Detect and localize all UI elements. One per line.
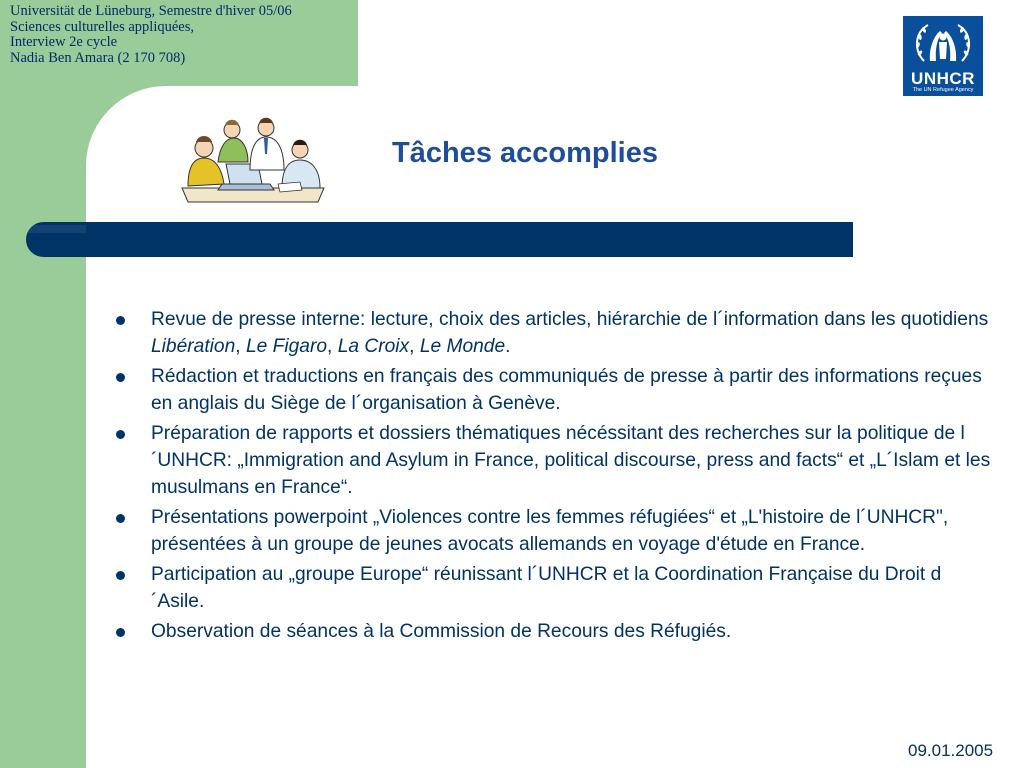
bullet-item: Observation de séances à la Commission de Recours des Réfugiés. [112, 618, 992, 645]
newspaper-la-croix: La Croix [337, 336, 410, 357]
left-green-band [0, 0, 86, 768]
bullet-text: Revue de presse interne: lecture, choix des articles, hiérarchie de l´information dans les quotidiens [151, 309, 989, 330]
newspaper-separator: , [235, 336, 246, 357]
newspaper-liberation: Libération [151, 336, 236, 357]
bullet-item: Rédaction et traductions en français des communiqués de presse à partir des informations reçues en anglais du Siège de l´organisation à Genève. [112, 363, 992, 417]
slide-title: Tâches accomplies [392, 137, 658, 169]
header-info [10, 4, 292, 66]
slide-date: 09.01.2005 [908, 741, 994, 760]
bullet-list [112, 306, 992, 648]
unhcr-emblem-icon [904, 17, 982, 69]
header-program: Sciences culturelles appliquées, [10, 18, 195, 35]
header-interview: Interview 2e cycle [10, 34, 118, 50]
header-author: Nadia Ben Amara (2 170 708) [10, 49, 186, 66]
title-bar-highlight [26, 225, 86, 233]
sentence-end: . [505, 336, 511, 357]
bullet-item: Participation au „groupe Europe“ réunissant l´UNHCR et la Coordination Française du Droit d´Asile. [112, 561, 992, 615]
newspaper-separator: , [327, 336, 338, 357]
unhcr-logo [903, 16, 983, 96]
bullet-item: Présentations powerpoint „Violences contre les femmes réfugiées“ et „L'histoire de l´UNHCR", présentées à un groupe de jeunes avocats allemands en voyage d'étude en France. [112, 504, 992, 558]
team-meeting-clipart [178, 110, 328, 210]
logo-name: UNHCR [911, 69, 975, 88]
bullet-item: Préparation de rapports et dossiers thématiques nécéssitant des recherches sur la politique de l´UNHCR: „Immigration and Asylum in France, political discourse, press and facts“ et „L´Islam et les musulmans en France“. [112, 420, 992, 501]
newspaper-separator: , [409, 336, 420, 357]
header-university: Universität de Lüneburg, Semestre d'hiver 05/06 [10, 3, 292, 19]
bullet-item [112, 306, 992, 360]
title-underline-bar [26, 222, 853, 257]
newspaper-le-monde: Le Monde [419, 336, 506, 357]
newspaper-le-figaro: Le Figaro [245, 336, 328, 357]
logo-tagline: The UN Refugee Agency [912, 87, 974, 93]
